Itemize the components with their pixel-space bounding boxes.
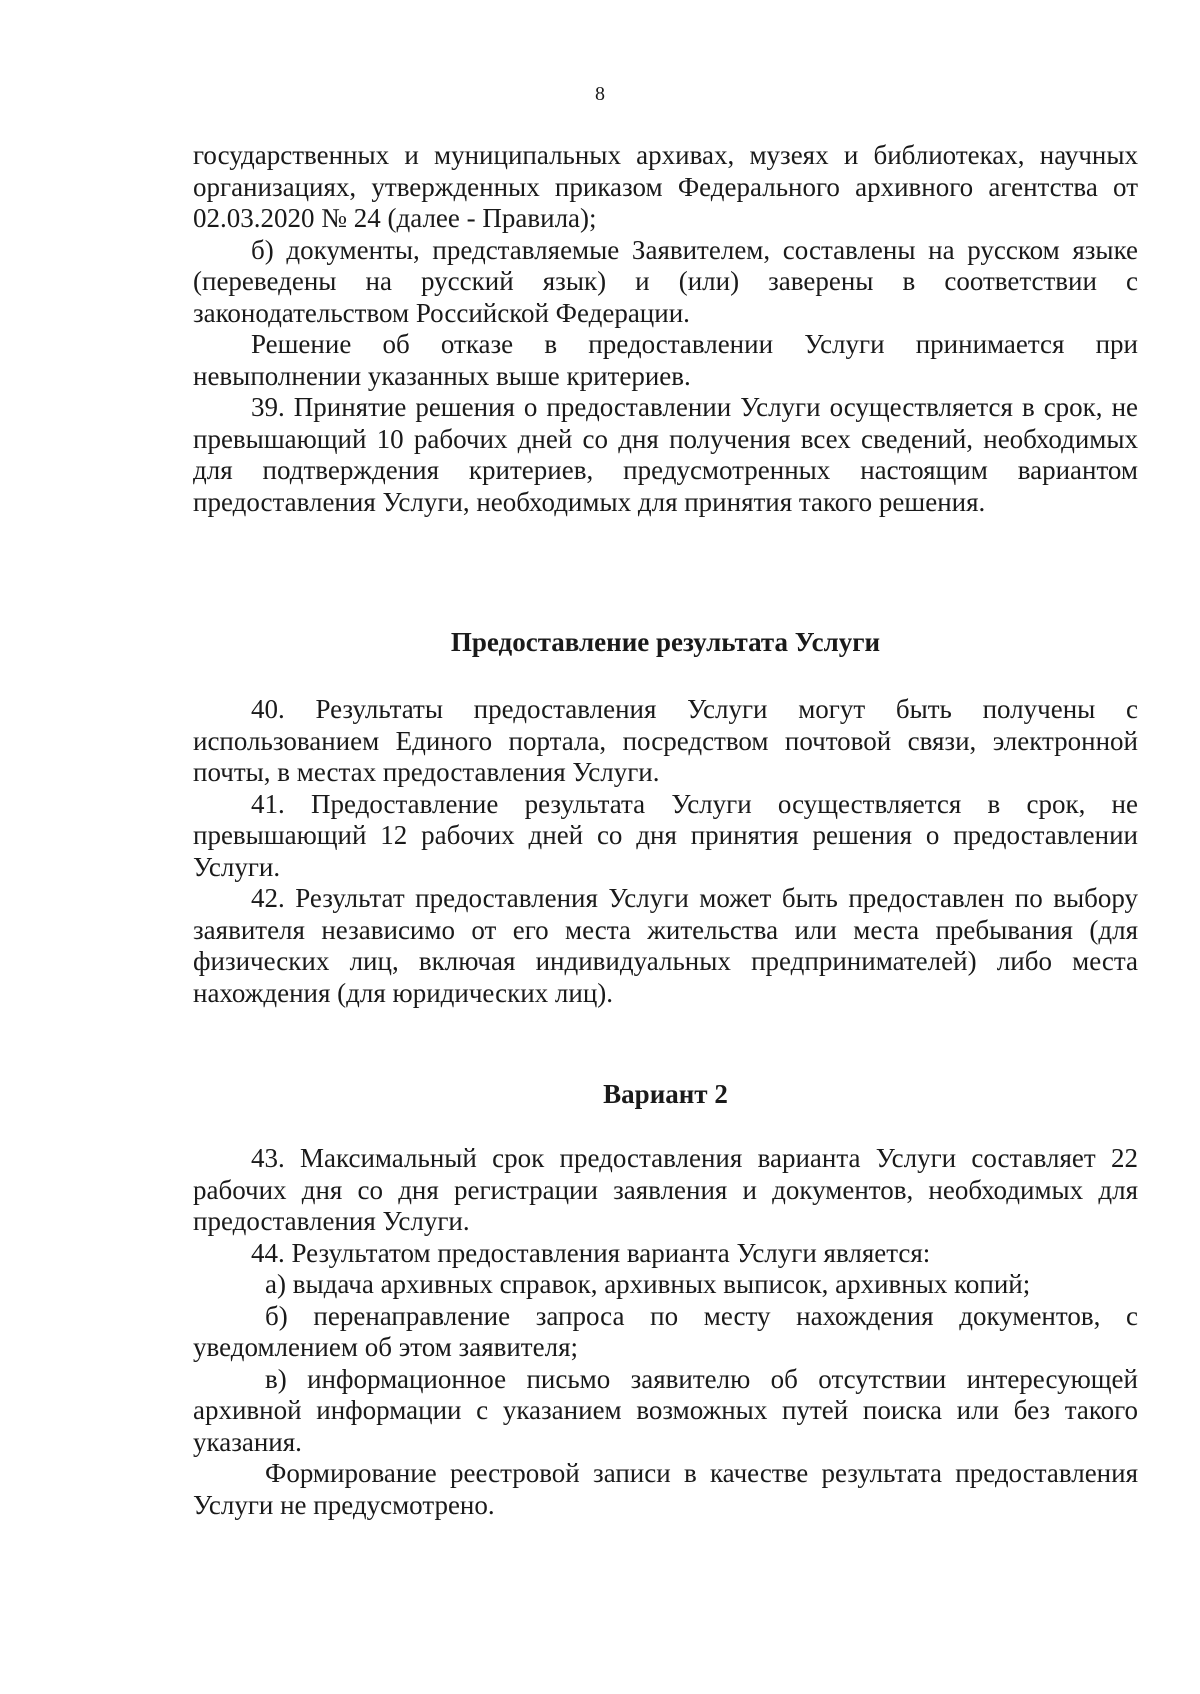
paragraph-44: 44. Результатом предоставления варианта Услуги является: — [251, 1237, 931, 1268]
paragraph-registry-record: Формирование реестровой записи в качестве результата предоставления Услуги не предусмотрено. — [193, 1458, 1138, 1520]
paragraph-rules-continuation: государственных и муниципальных архивах, музеях и библиотеках, научных организациях, утвержденных приказом Федерального архивного агентства от 02.03.2020 № 24 (далее - Правила); — [193, 140, 1138, 233]
list-item-b: б) перенаправление запроса по месту нахождения документов, с уведомлением об этом заявителя; — [193, 1300, 1138, 1362]
paragraph-43: 43. Максимальный срок предоставления варианта Услуги составляет 22 рабочих дня со дня регистрации заявления и документов, необходимых для предоставления Услуги. — [193, 1143, 1138, 1236]
text-block-result — [193, 694, 1138, 1009]
text-block-criteria — [193, 140, 1138, 518]
section-heading-result: Предоставление результата Услуги — [450, 627, 881, 657]
paragraph-40: 40. Результаты предоставления Услуги могут быть получены с использованием Единого портала, посредством почтовой связи, электронной почты, в местах предоставления Услуги. — [193, 694, 1138, 787]
paragraph-41: 41. Предоставление результата Услуги осуществляется в срок, не превышающий 12 рабочих дней со дня принятия решения о предоставлении Услуги. — [193, 788, 1138, 882]
paragraph-refusal-decision: Решение об отказе в предоставлении Услуги принимается при невыполнении указанных выше критериев. — [193, 329, 1138, 391]
paragraph-39: 39. Принятие решения о предоставлении Услуги осуществляется в срок, не превышающий 10 рабочих дней со дня получения всех сведений, необходимых для подтверждения критериев, предусмотренных настоящим вариантом предоставления Услуги, необходимых для принятия такого решения. — [193, 392, 1138, 517]
paragraph-42: 42. Результат предоставления Услуги может быть предоставлен по выбору заявителя независимо от его места жительства или места пребывания (для физических лиц, включая индивидуальных предпринимателей) либо места нахождения (для юридических лиц). — [193, 883, 1138, 1008]
paragraph-documents-language: б) документы, представляемые Заявителем, составлены на русском языке (переведены на русский язык) и (или) заверены в соответствии с законодательством Российской Федерации. — [193, 234, 1138, 328]
list-item-a: а) выдача архивных справок, архивных выписок, архивных копий; — [265, 1269, 1031, 1299]
page-number: 8 — [595, 83, 605, 105]
list-item-v: в) информационное письмо заявителю об отсутствии интересующей архивной информации с указанием возможных путей поиска или без такого указания. — [193, 1363, 1138, 1457]
text-block-variant-2 — [193, 1143, 1138, 1521]
section-heading-variant-2: Вариант 2 — [603, 1079, 728, 1109]
